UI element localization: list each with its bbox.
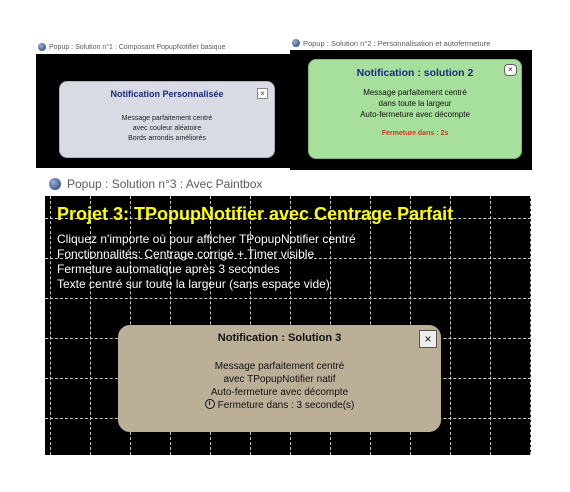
countdown-text: Fermeture dans : 2s (381, 130, 449, 137)
message-line: Message parfaitement centré (214, 361, 345, 372)
window-title: Popup : Solution n°3 : Avec Paintbox (67, 177, 263, 191)
app-icon (49, 178, 61, 190)
info-line: Fermeture automatique après 3 secondes (57, 262, 280, 276)
close-icon[interactable]: × (419, 330, 437, 348)
window-title: Popup : Solution n°1 : Composant PopupNotifier basique (49, 43, 226, 51)
message-line: avec TPopupNotifier natif (223, 374, 336, 385)
window-client-area[interactable] (290, 50, 532, 170)
message-line: Auto-fermeture avec décompte (360, 110, 470, 119)
window-titlebar[interactable] (45, 172, 531, 196)
info-line: Texte centré sur toute la largeur (sans espace vide) (57, 277, 330, 291)
close-icon[interactable]: × (504, 64, 517, 76)
close-icon[interactable]: × (257, 88, 268, 99)
notification-message (118, 360, 441, 412)
grid-line (450, 196, 451, 455)
notification-message (60, 114, 274, 144)
notification-popup[interactable] (59, 81, 275, 158)
grid-line (50, 196, 51, 455)
info-line: Cliquez n'importe où pour afficher TPopupNotifier centré (57, 232, 356, 246)
countdown-text: Fermeture dans : 3 seconde(s) (217, 400, 355, 411)
notification-title: Notification : Solution 3 (217, 332, 342, 344)
clock-icon (205, 399, 215, 409)
message-line: Auto-fermeture avec décompte (210, 387, 349, 398)
window-solution-1 (36, 40, 290, 168)
paintbox-canvas[interactable] (45, 196, 531, 455)
window-titlebar[interactable] (290, 36, 532, 50)
window-solution-2 (290, 36, 532, 170)
notification-message (309, 87, 521, 120)
message-line: avec couleur aléatoire (132, 125, 202, 132)
notification-title: Notification Personnalisée (110, 89, 224, 99)
app-icon (38, 43, 46, 51)
notification-popup[interactable] (118, 325, 441, 432)
window-titlebar[interactable] (36, 40, 290, 54)
app-icon (292, 39, 300, 47)
info-line: Fonctionnalités: Centrage corrigé + Timer visible (57, 247, 315, 261)
window-title: Popup : Solution n°2 : Personnalisation et autofermeture (303, 38, 491, 48)
headline: Projet 3: TPopupNotifier avec Centrage Parfait (57, 204, 454, 224)
message-line: Message parfaitement centré (363, 88, 467, 97)
window-solution-3 (45, 172, 531, 455)
message-line: Bords arrondis améliorés (128, 135, 206, 142)
notification-title: Notification : solution 2 (356, 67, 474, 79)
grid-line (45, 298, 531, 299)
grid-line (490, 196, 491, 455)
grid-line (530, 196, 531, 455)
countdown-line (118, 399, 441, 412)
notification-popup[interactable] (308, 59, 522, 159)
message-line: Message parfaitement centré (121, 115, 213, 122)
message-line: dans toute la largeur (378, 99, 452, 108)
window-client-area[interactable] (36, 54, 290, 168)
